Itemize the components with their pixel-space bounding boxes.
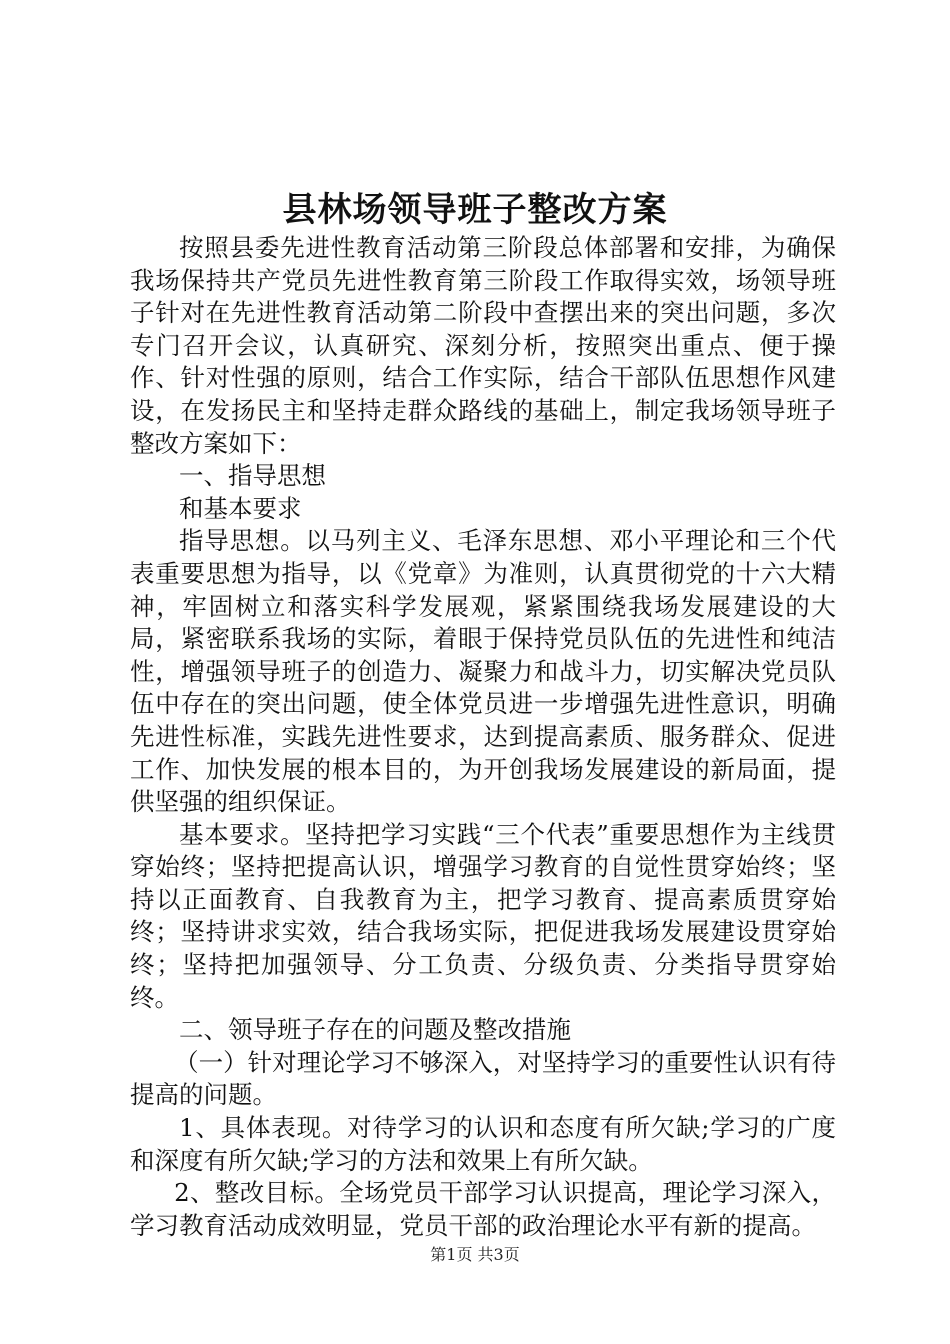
paragraph-guiding-thought: 指导思想。以马列主义、毛泽东思想、邓小平理论和三个代表重要思想为指导，以《党章》为准则，认真贯彻党的十六大精神，牢固树立和落实科学发展观，紧紧围绕我场发展建设的大局，紧密联系我场的实际，着眼于保持党员队伍的先进性和纯洁性，增强领导班子的创造力、凝聚力和战斗力，切实解决党员队伍中存在的突出问题，使全体党员进一步增强先进性意识，明确先进性标准，实践先进性要求，达到提高素质、服务群众、促进工作、加快发展的根本目的，为开创我场发展建设的新局面，提供坚强的组织保证。 <box>130 526 836 817</box>
document-body <box>130 232 836 1242</box>
document-title: 县林场领导班子整改方案 <box>282 190 668 230</box>
paragraph-basic-requirements: 基本要求。坚持把学习实践“三个代表”重要思想作为主线贯穿始终；坚持把提高认识，增强学习教育的自觉性贯穿始终；坚持以正面教育、自我教育为主，把学习教育、提高素质贯穿始终；坚持讲求实效，结合我场实际，把促进我场发展建设贯穿始终；坚持把加强领导、分工负责、分级负责、分类指导贯穿始终。 <box>130 819 836 1012</box>
paragraph-intro: 按照县委先进性教育活动第三阶段总体部署和安排，为确保我场保持共产党员先进性教育第三阶段工作取得实效，场领导班子针对在先进性教育活动第二阶段中查摆出来的突出问题，多次专门召开会议，认真研究、深刻分析，按照突出重点、便于操作、针对性强的原则，结合工作实际，结合干部队伍思想作风建设，在发扬民主和坚持走群众路线的基础上，制定我场领导班子整改方案如下： <box>130 233 836 458</box>
paragraph-rectification-goal: 2、整改目标。全场党员干部学习认识提高，理论学习深入，学习教育活动成效明显，党员干部的政治理论水平有新的提高。 <box>130 1178 836 1240</box>
section-heading-1: 一、指导思想 <box>179 461 326 491</box>
paragraph-specific-manifestation: 1、具体表现。对待学习的认识和态度有所欠缺;学习的广度和深度有所欠缺;学习的方法和效果上有所欠缺。 <box>130 1113 836 1175</box>
page-number-footer: 第1页 共3页 <box>430 1245 520 1264</box>
section-heading-2: 二、领导班子存在的问题及整改措施 <box>179 1015 571 1045</box>
section-heading-1-continued: 和基本要求 <box>179 493 302 523</box>
subsection-heading-1: （一）针对理论学习不够深入，对坚持学习的重要性认识有待提高的问题。 <box>130 1047 836 1110</box>
